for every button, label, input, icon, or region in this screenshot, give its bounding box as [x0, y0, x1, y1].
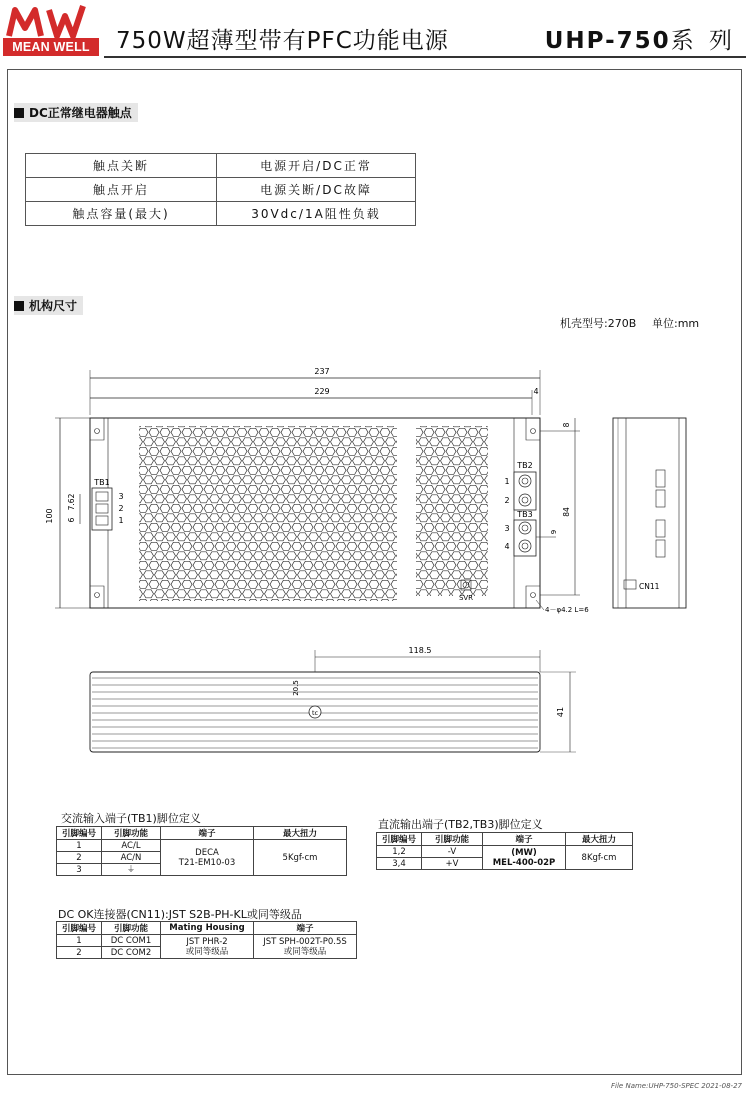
dc-table-title: 直流输出端子(TB2,TB3)脚位定义 [378, 818, 543, 831]
vent-grille-small [416, 426, 488, 596]
dim-237-label: 237 [314, 367, 330, 376]
psu-side-view [613, 418, 686, 608]
table-row [57, 840, 347, 852]
pin-cell: 1 [57, 840, 102, 852]
tb1-pin-label: 3 [118, 492, 124, 501]
col-header: 引脚编号 [377, 833, 422, 846]
table-header-row [377, 833, 633, 846]
relay-section-heading: DC正常继电器触点 [14, 103, 138, 122]
brand-name: MEAN WELL [3, 38, 99, 56]
vent-grille-large [139, 426, 397, 601]
dim-84-label: 84 [562, 507, 571, 517]
pin-cell: 3,4 [377, 858, 422, 870]
dimension-229 [90, 390, 532, 415]
col-header: 引脚功能 [102, 922, 161, 935]
ground-icon: ⏚ [102, 864, 161, 876]
tb1-label: TB1 [94, 478, 110, 487]
tb1-pin-label: 1 [118, 516, 124, 525]
dim-100-label: 100 [45, 508, 54, 524]
col-header: 引脚编号 [57, 827, 102, 840]
dim-8-label: 8 [562, 422, 571, 428]
relay-label: 触点容量(最大) [26, 202, 217, 226]
col-header: 端子 [483, 833, 566, 846]
tb2-pin-label: 1 [504, 477, 510, 486]
tb2-label: TB2 [517, 461, 533, 470]
col-header: 端子 [161, 827, 254, 840]
func-cell: AC/N [102, 852, 161, 864]
housing-cell: JST PHR-2 或同等级品 [161, 935, 254, 959]
file-name-footer: File Name:UHP-750-SPEC 2021-08-27 [611, 1082, 742, 1090]
cn11-label: CN11 [639, 582, 660, 591]
func-cell: -V [422, 846, 483, 858]
cn-pin-table [56, 921, 357, 959]
tb3-pin-label: 4 [504, 542, 510, 551]
dim-205-label: 20.5 [292, 680, 300, 696]
func-cell: AC/L [102, 840, 161, 852]
tb3-label: TB3 [517, 510, 533, 519]
case-note: 机壳型号:270B [560, 317, 637, 330]
col-header: 引脚编号 [57, 922, 102, 935]
model-suffix: 系 列 [670, 28, 736, 54]
tb3-pin-label: 3 [504, 524, 510, 533]
unit-note: 单位:mm [652, 317, 700, 330]
col-header: 端子 [254, 922, 357, 935]
table-row [57, 935, 357, 947]
table-header-row [57, 827, 347, 840]
dim-229-label: 229 [314, 387, 330, 396]
pin-cell: 2 [57, 852, 102, 864]
pin-cell: 2 [57, 947, 102, 959]
model-number: UHP-750 [544, 28, 671, 54]
relay-label: 触点关断 [26, 154, 217, 178]
relay-value: 电源关断/DC故障 [217, 178, 416, 202]
col-header: Mating Housing [161, 922, 254, 935]
dim-6-label: 6 [67, 517, 76, 523]
cn-table-title: DC OK连接器(CN11):JST S2B-PH-KL或同等级品 [58, 908, 302, 921]
table-row [377, 846, 633, 858]
dim-41-label: 41 [556, 706, 565, 718]
dim-9-label: 9 [550, 529, 558, 535]
terminal-cell: (MW) MEL-400-02P [483, 846, 566, 870]
terminal-cell: JST SPH-002T-P0.5S 或同等级品 [254, 935, 357, 959]
torque-cell: 5Kgf-cm [254, 840, 347, 876]
dim-1185-label: 118.5 [408, 646, 432, 655]
relay-value: 30Vdc/1A阻性负载 [217, 202, 416, 226]
dc-pin-table [376, 832, 633, 870]
ac-table-title: 交流输入端子(TB1)脚位定义 [61, 812, 201, 825]
mech-section-heading: 机构尺寸 [14, 296, 83, 315]
tb2-pin-label: 2 [504, 496, 510, 505]
pin-cell: 1 [57, 935, 102, 947]
torque-cell: 8Kgf-cm [566, 846, 633, 870]
hole-note: 4－φ4.2 L=6 [545, 606, 589, 614]
tb1-terminal [92, 488, 112, 530]
tb3-terminal [514, 520, 536, 556]
func-cell: +V [422, 858, 483, 870]
func-cell: DC COM1 [102, 935, 161, 947]
func-cell: DC COM2 [102, 947, 161, 959]
terminal-cell: DECA T21-EM10-03 [161, 840, 254, 876]
ac-pin-table [56, 826, 347, 876]
col-header: 引脚功能 [422, 833, 483, 846]
dim-762-label: 7.62 [67, 493, 76, 511]
col-header: 引脚功能 [102, 827, 161, 840]
table-header-row [57, 922, 357, 935]
svr-label: SVR [458, 594, 474, 602]
dim-4-label: 4 [533, 387, 539, 396]
tb1-pin-label: 2 [118, 504, 124, 513]
col-header: 最大扭力 [566, 833, 633, 846]
tc-label: tc [311, 709, 319, 717]
relay-label: 触点开启 [26, 178, 217, 202]
pin-cell: 3 [57, 864, 102, 876]
relay-value: 电源开启/DC正常 [217, 154, 416, 178]
pin-cell: 1,2 [377, 846, 422, 858]
col-header: 最大扭力 [254, 827, 347, 840]
page-title: 750W超薄型带有PFC功能电源 [116, 28, 449, 54]
